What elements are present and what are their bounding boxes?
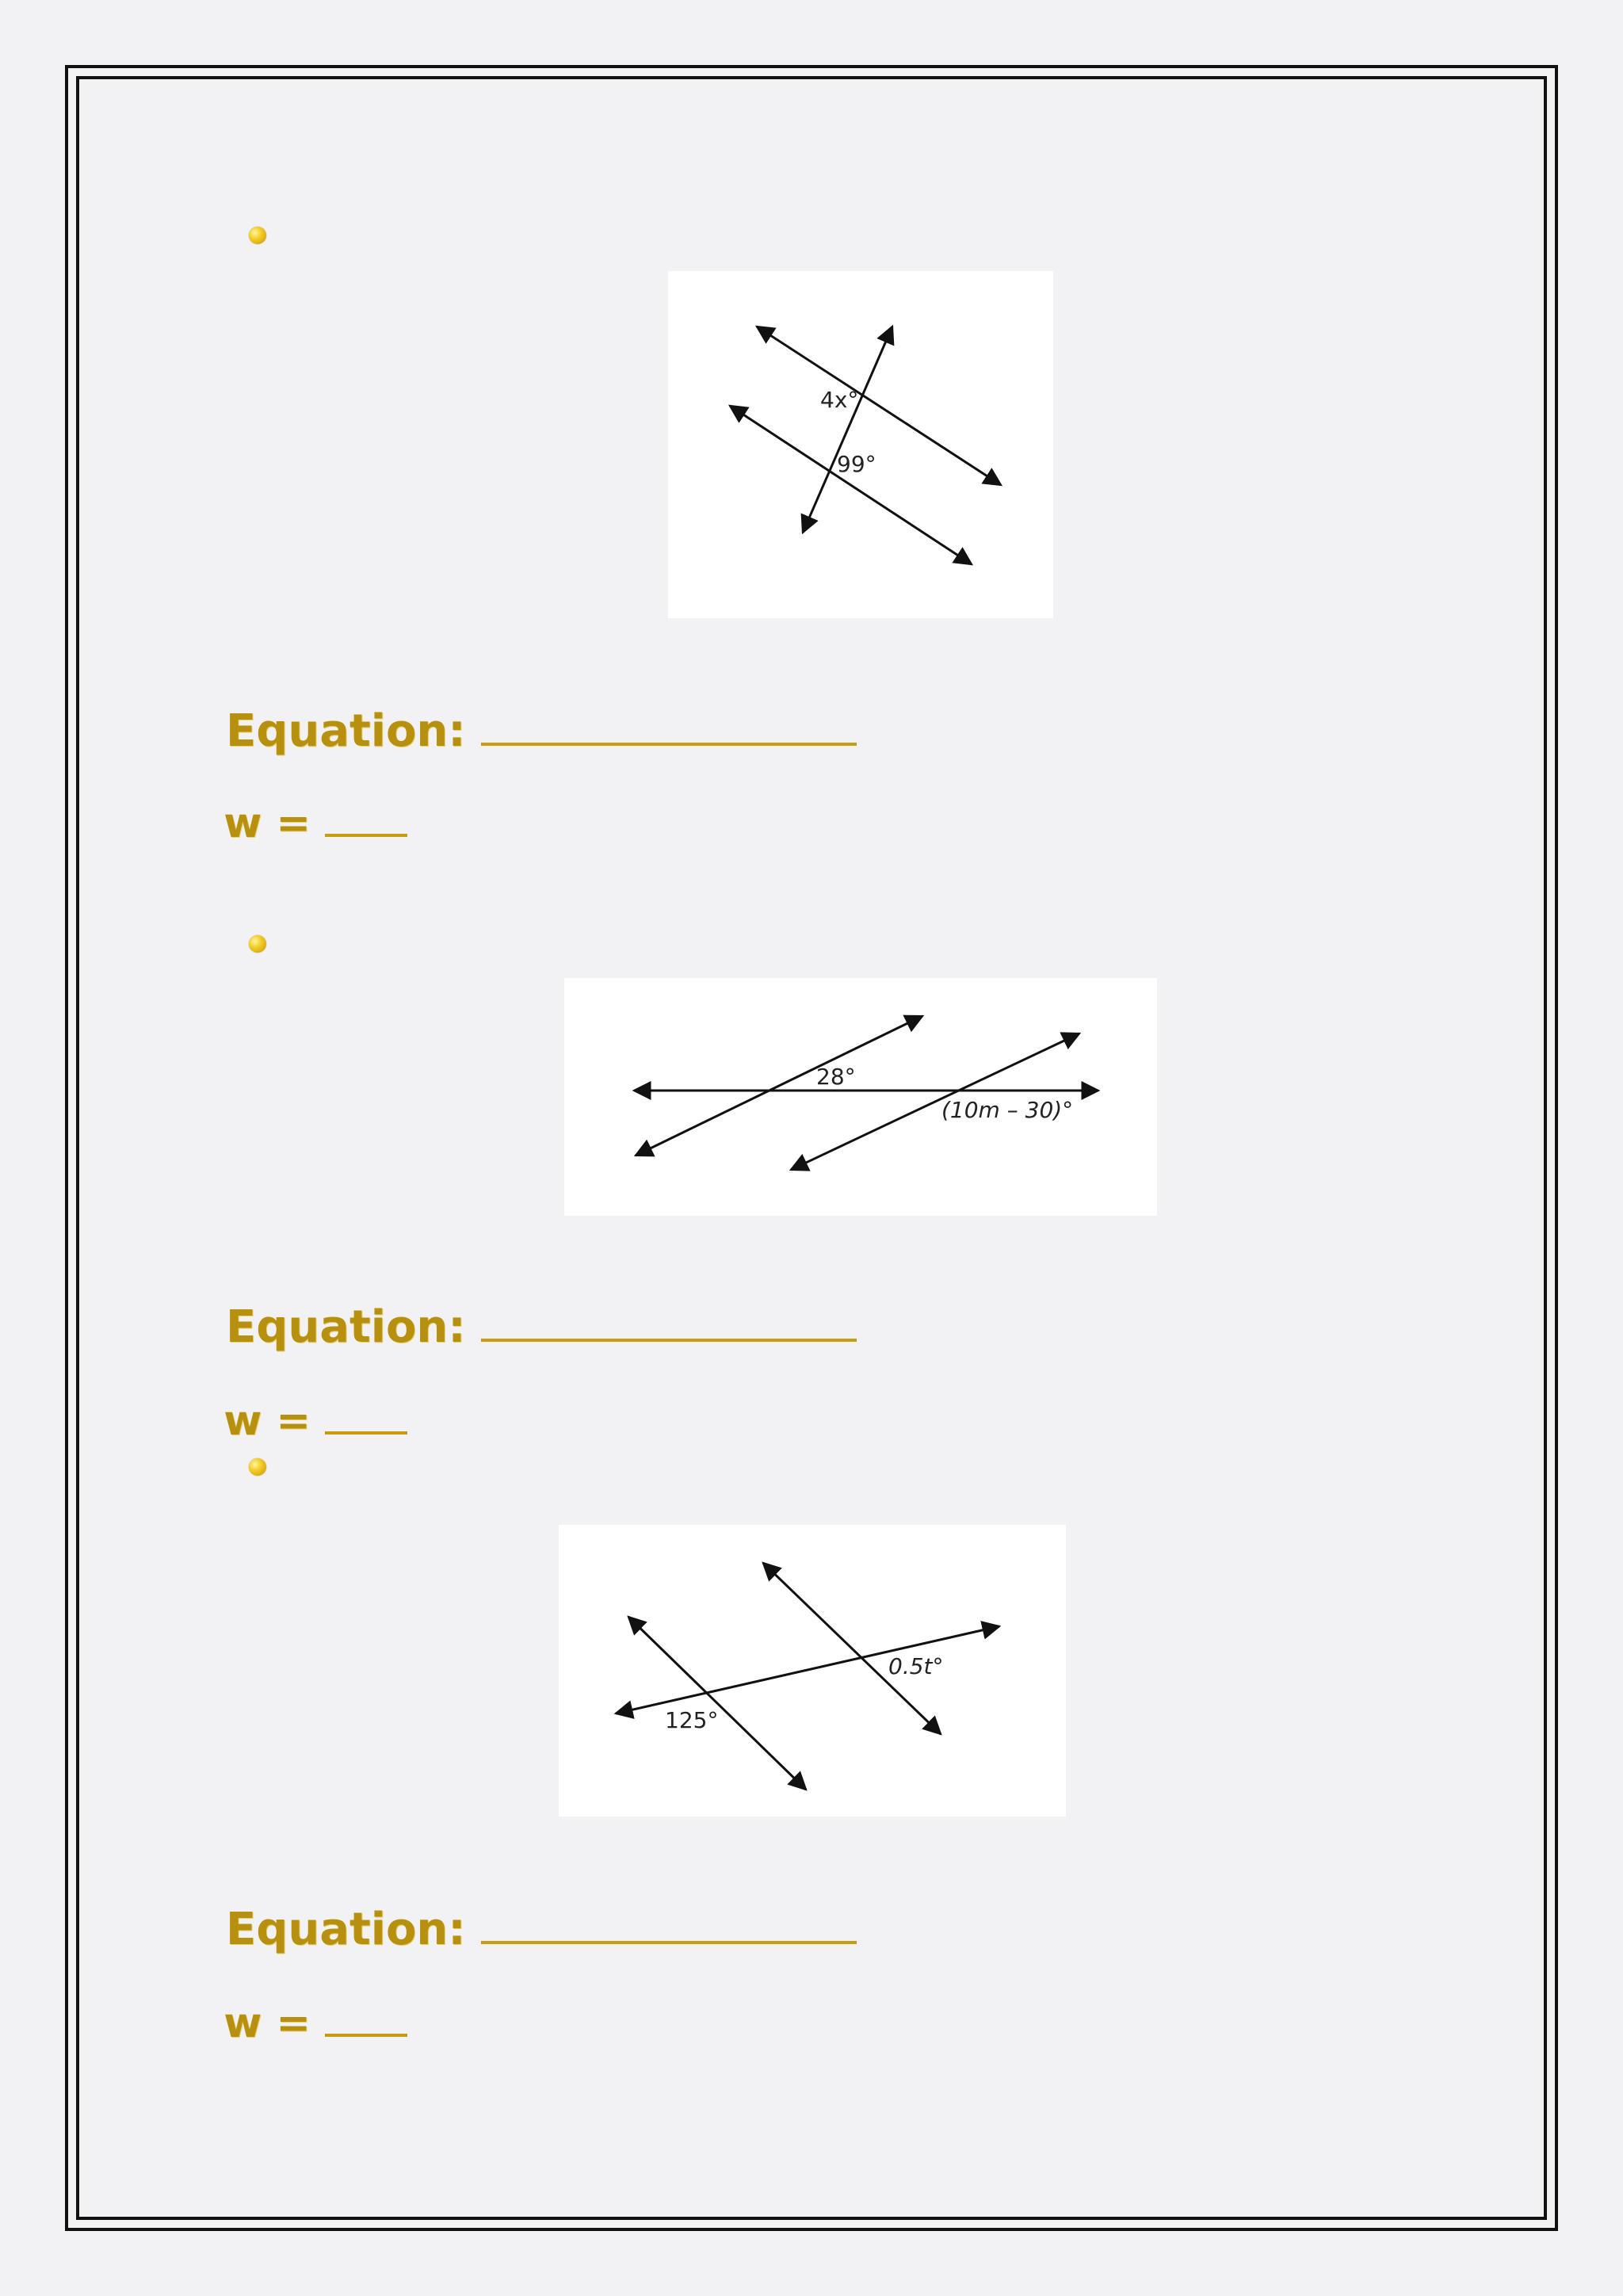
equation-line — [195, 1850, 857, 1955]
equation-line — [195, 651, 857, 757]
equation-label: Equation: — [226, 1904, 466, 1955]
figure-1-diagram — [668, 271, 1053, 618]
angle-label-b: (10m – 30)° — [941, 1097, 1074, 1123]
equation-blank[interactable] — [481, 1299, 857, 1342]
angle-label-a: 0.5t° — [888, 1653, 944, 1679]
equation-label: Equation: — [226, 1301, 466, 1353]
variable-blank[interactable] — [325, 1395, 407, 1435]
figure-2-diagram — [564, 978, 1157, 1216]
variable-label: w = — [223, 1397, 311, 1445]
variable-label: w = — [223, 800, 311, 847]
equation-line — [195, 1247, 857, 1353]
equation-blank[interactable] — [481, 1901, 857, 1944]
bullet-icon — [249, 1458, 266, 1476]
bullet-icon — [249, 227, 266, 244]
variable-blank[interactable] — [325, 1997, 407, 2037]
figure-3-diagram — [559, 1525, 1066, 1817]
variable-line — [195, 1347, 407, 1445]
bullet-icon — [249, 935, 266, 953]
angle-label-b: 99° — [837, 451, 876, 477]
angle-label-a: 28° — [816, 1064, 856, 1090]
figure-2 — [564, 978, 1157, 1216]
angle-label-b: 125° — [665, 1707, 719, 1733]
variable-label: w = — [223, 2000, 311, 2047]
angle-label-a: 4x° — [820, 387, 859, 413]
figure-1 — [668, 271, 1053, 618]
variable-line — [195, 750, 407, 847]
figure-3 — [559, 1525, 1066, 1817]
variable-blank[interactable] — [325, 797, 407, 837]
equation-blank[interactable] — [481, 703, 857, 746]
variable-line — [195, 1950, 407, 2047]
equation-label: Equation: — [226, 705, 466, 757]
